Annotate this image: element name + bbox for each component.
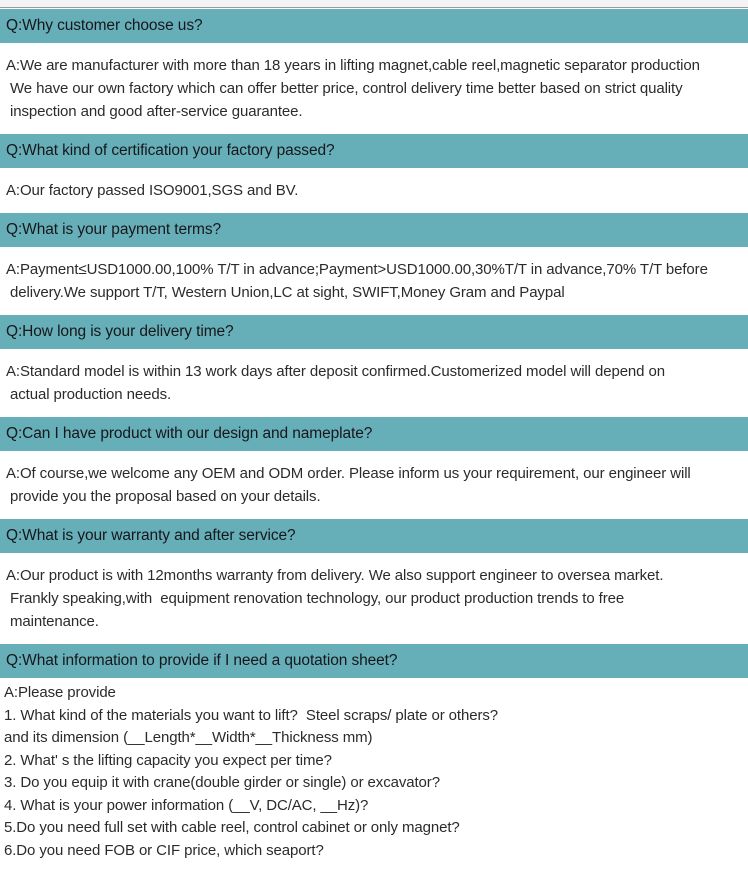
faq-question[interactable]: Q:What information to provide if I need a quotation sheet? [0,644,748,678]
faq-list [0,9,748,873]
faq-answer [0,247,748,315]
faq-answer [0,43,748,134]
faq-answer-line: 3. Do you equip it with crane(double girder or single) or excavator? [4,774,440,791]
faq-answer-line: inspection and good after-service guarantee. [10,103,303,120]
faq-answer-line: maintenance. [10,613,99,630]
faq-item [0,519,748,644]
faq-item [0,9,748,134]
faq-answer-line: actual production needs. [10,386,172,403]
faq-answer-line: 1. What kind of the materials you want to lift? Steel scraps/ plate or others? [4,706,499,724]
faq-answer [0,553,748,644]
faq-question[interactable]: Q:How long is your delivery time? [0,315,748,349]
faq-question[interactable]: Q:What is your warranty and after service? [0,519,748,553]
faq-answer-line: A:Of course,we welcome any OEM and ODM order. Please inform us your requirement, our engineer will [6,465,691,482]
faq-answer-line: 5.Do you need full set with cable reel, control cabinet or only magnet? [4,819,460,836]
faq-answer-line: A:We are manufacturer with more than 18 years in lifting magnet,cable reel,magnetic separator production [6,57,700,74]
faq-answer-line: provide you the proposal based on your details. [10,488,321,505]
faq-question[interactable]: Q:Can I have product with our design and nameplate? [0,417,748,451]
top-divider [0,0,748,8]
faq-answer [0,678,748,873]
faq-answer-line: 4. What is your power information (__V, DC/AC, __Hz)? [4,796,369,814]
faq-answer [0,451,748,519]
faq-item [0,644,748,873]
faq-answer-line: 6.Do you need FOB or CIF price, which seaport? [4,841,324,859]
faq-question[interactable]: Q:What is your payment terms? [0,213,748,247]
faq-answer-line: A:Our product is with 12months warranty from delivery. We also support engineer to oversea market. [6,567,664,584]
faq-answer [0,349,748,417]
faq-answer-line: 2. What' s the lifting capacity you expect per time? [4,751,332,769]
faq-item [0,213,748,315]
faq-answer-line: A:Payment≤USD1000.00,100% T/T in advance;Payment>USD1000.00,30%T/T in advance,70% T/T before [6,261,708,278]
faq-item [0,315,748,417]
faq-answer [0,168,748,213]
faq-answer-line: We have our own factory which can offer better price, control delivery time better based on strict quality [10,80,683,97]
faq-answer-line: Frankly speaking,with equipment renovation technology, our product production trends to free [10,590,625,607]
faq-item [0,134,748,213]
faq-question[interactable]: Q:Why customer choose us? [0,9,748,43]
faq-item [0,417,748,519]
faq-answer-line: A:Standard model is within 13 work days after deposit confirmed.Customerized model will depend on [6,363,665,380]
faq-answer-line: A:Please provide [4,684,116,701]
faq-answer-line: and its dimension (__Length*__Width*__Thickness mm) [4,729,373,746]
faq-answer-line: A:Our factory passed ISO9001,SGS and BV. [6,182,299,199]
faq-question[interactable]: Q:What kind of certification your factory passed? [0,134,748,168]
faq-answer-line: delivery.We support T/T, Western Union,LC at sight, SWIFT,Money Gram and Paypal [10,284,565,301]
